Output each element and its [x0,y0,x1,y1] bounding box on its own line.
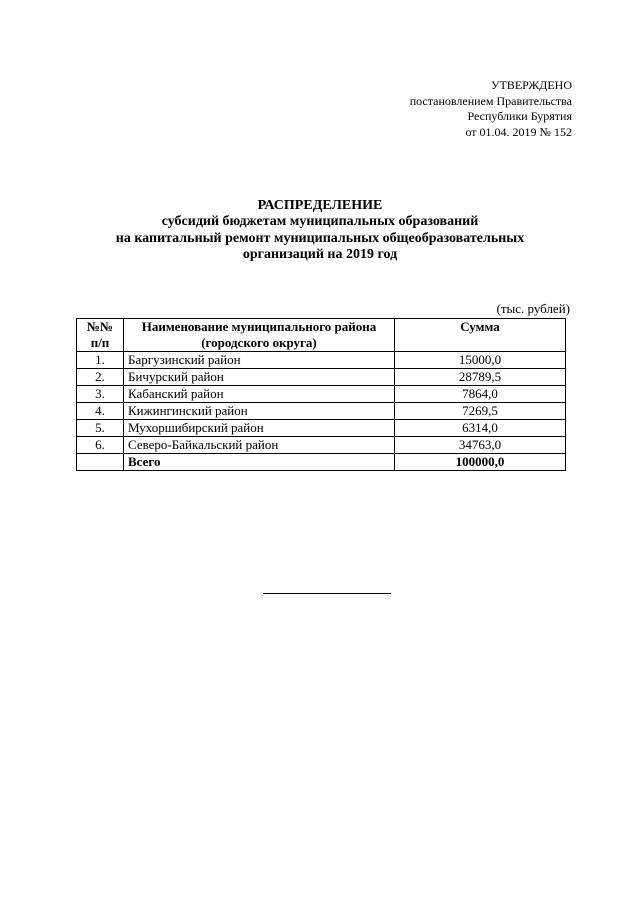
table-row [77,369,566,386]
approval-republic: Республики Бурятия [467,109,572,123]
row-number: 3. [77,386,124,403]
row-sum: 28789,5 [395,369,566,386]
total-label: Всего [124,454,395,471]
distribution-table [76,318,566,471]
row-sum: 15000,0 [395,352,566,369]
table-header-row [77,319,566,352]
approval-resolution: постановлением Правительства [409,93,572,108]
row-number: 4. [77,403,124,420]
document-subtitle-line-2: на капитальный ремонт муниципальных общеобразовательных [115,230,525,246]
header-sum: Сумма [395,319,566,352]
row-district: Кабанский район [124,386,395,403]
closing-rule [263,593,391,594]
table-row [77,420,566,437]
row-number: 5. [77,420,124,437]
header-name-line-2: (городского округа) [201,335,317,350]
row-number: 1. [77,352,124,369]
row-district: Северо-Байкальский район [124,437,395,454]
document-heading [0,197,640,264]
header-number-line-1: №№ [86,319,114,334]
table-row [77,437,566,454]
document-subtitle-line-1: субсидий бюджетам муниципальных образований [161,214,479,229]
document-title: РАСПРЕДЕЛЕНИЕ [257,198,383,213]
row-sum: 7864,0 [395,386,566,403]
row-number: 6. [77,437,124,454]
table-row [77,386,566,403]
units-label: (тыс. рублей) [496,301,570,316]
approval-date-number: от 01.04. 2019 № 152 [465,124,572,139]
row-district: Бичурский район [124,369,395,386]
header-number-line-2: п/п [90,335,110,350]
total-number [77,454,124,471]
header-name [124,319,395,352]
table-total-row [77,454,566,471]
document-subtitle-line-3: организаций на 2019 год [242,247,398,262]
table-row [77,403,566,420]
row-district: Кижингинский район [124,403,395,420]
approval-block [410,78,572,140]
approval-title: УТВЕРЖДЕНО [490,78,572,92]
row-sum: 34763,0 [395,437,566,454]
total-sum: 100000,0 [395,454,566,471]
row-sum: 7269,5 [395,403,566,420]
row-sum: 6314,0 [395,420,566,437]
row-district: Мухоршибирский район [124,420,395,437]
row-district: Баргузинский район [124,352,395,369]
header-name-line-1: Наименование муниципального района [141,319,377,334]
header-number [77,319,124,352]
row-number: 2. [77,369,124,386]
table-row [77,352,566,369]
